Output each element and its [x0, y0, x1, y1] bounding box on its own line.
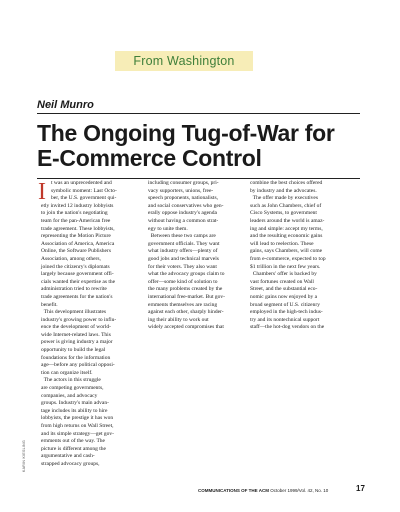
text-line: ing and simple: accept my terms,	[250, 225, 323, 232]
text-line: ernments themselves are racing	[148, 301, 218, 308]
title-line-1: The Ongoing Tug-of-War for	[37, 120, 335, 146]
text-line: cials wanted their expertise as the	[41, 278, 116, 285]
text-line: broad segment of U.S. citizenry	[250, 301, 320, 308]
body-column-2	[148, 180, 244, 332]
text-line: trade agreements for the nation's	[41, 293, 113, 300]
title-top-rule	[37, 113, 360, 114]
text-line: what the advocacy groups claim to	[148, 271, 225, 278]
text-line: government officials. They want	[148, 240, 220, 247]
text-line: $1 trillion in the next few years.	[250, 263, 321, 270]
text-line: Chambers' offer is backed by	[250, 271, 317, 278]
text-line: ernments out of the way. The	[41, 438, 105, 445]
text-line: wide Internet-related laws. This	[41, 331, 111, 338]
text-line: offer—some kind of solution to	[148, 278, 218, 285]
text-line: trade agreement. These lobbyists,	[41, 225, 115, 232]
text-line: joined the citizenry's diplomats	[41, 263, 110, 270]
text-line: combine the best choices offered	[250, 180, 323, 186]
text-line: will lead to reelection. These	[250, 240, 314, 247]
text-line: representing the Motion Picture	[41, 233, 111, 240]
text-line: The offer made by executives	[250, 195, 319, 202]
text-line: Between these two camps are	[148, 233, 216, 240]
issue-info: October 1999/Vol. 42, No. 10	[270, 488, 329, 493]
text-line: Cisco Systems, to government	[250, 210, 317, 217]
text-line: from e-commerce, expected to top	[250, 255, 326, 262]
text-line: Online, the Software Publishers	[41, 248, 111, 255]
text-line: tion can organize itself.	[41, 369, 93, 376]
text-line: for their voters. They also want	[148, 263, 217, 270]
column-name-banner	[115, 51, 253, 71]
text-line: to join the nation's negotiating	[41, 210, 108, 217]
text-line: Association, among others,	[41, 255, 101, 262]
text-line: from high returns on Wall Street,	[41, 423, 114, 429]
text-line: speech proponents, nationalists,	[148, 195, 218, 202]
text-line: nomic gains now enjoyed by a	[250, 293, 318, 300]
text-line: strapped advocacy groups,	[41, 460, 100, 467]
text-line: vacy supporters, unions, free-	[148, 187, 214, 194]
text-line: foundations for the information	[41, 354, 111, 361]
journal-name: COMMUNICATIONS OF THE ACM	[198, 488, 269, 493]
text-line: including consumer groups, pri-	[148, 180, 219, 186]
text-line: symbolic moment: Last Octo-	[51, 187, 117, 194]
text-line: try and its nontechnical support	[250, 316, 320, 323]
text-line: picture is different among the	[41, 445, 106, 452]
body-column-3	[250, 180, 346, 332]
page-number: 17	[356, 484, 365, 493]
text-line: age—before any political opposi-	[41, 362, 115, 369]
text-line: opportunity to build the legal	[41, 347, 106, 354]
text-line: gains, says Chambers, will come	[250, 248, 323, 255]
text-line: ence the development of world-	[41, 324, 111, 331]
text-line: good jobs and technical marvels	[148, 255, 219, 262]
text-line: companies, and advocacy	[41, 392, 98, 399]
text-line: staff—the hot-dog vendors on the	[250, 324, 325, 331]
text-line: lobbyists, the prestige it has won	[41, 415, 114, 422]
text-line: The actors in this struggle	[41, 377, 101, 384]
text-line: t was an unprecedented and	[51, 180, 112, 186]
body-column-1	[41, 180, 137, 469]
title-line-2: E-Commerce Control	[37, 145, 262, 171]
photo-credit: KARIN KIESLING	[22, 439, 26, 472]
text-line: vast fortunes created on Wall	[250, 278, 314, 285]
text-line: Street, and the substantial eco-	[250, 286, 318, 293]
article-title	[37, 121, 367, 171]
page-footer	[198, 488, 328, 493]
text-line: against each other, sharply hinder-	[148, 309, 224, 316]
title-bottom-rule	[37, 178, 360, 179]
text-line: by industry and the advocates.	[250, 187, 317, 194]
text-line: erally oppose industry's agenda	[148, 210, 217, 217]
column-name: From Washington	[133, 54, 235, 68]
text-line: widely accepted compromises that	[148, 324, 224, 331]
text-line: power is giving industry a major	[41, 339, 113, 346]
text-line: Association of America, America	[41, 240, 115, 247]
text-line: benefit.	[41, 301, 58, 308]
text-line: administration tried to rewrite	[41, 286, 107, 293]
text-line: international free-market. But gov-	[148, 293, 225, 300]
text-line: leaders around the world is amaz-	[250, 217, 325, 224]
text-line: ber, the U.S. government qui-	[51, 195, 117, 202]
text-line: egy to unite them.	[148, 225, 188, 232]
text-line: and social conservatives who gen-	[148, 202, 224, 209]
drop-cap: I	[38, 179, 46, 205]
text-line: team for the pan-American free	[41, 217, 111, 224]
text-line: employed in the high-tech indus-	[250, 309, 323, 316]
text-line: are competing governments,	[41, 385, 104, 392]
author-byline: Neil Munro	[37, 99, 94, 111]
text-line: such as John Chambers, chief of	[250, 202, 322, 209]
text-line: This development illustrates	[41, 309, 107, 316]
text-line: argumentative and cash-	[41, 453, 95, 460]
text-line: and its simple strategy—get gov-	[41, 430, 115, 437]
text-line: without having a common strat-	[148, 217, 219, 224]
text-line: the many problems created by the	[148, 286, 223, 293]
text-line: largely because government offi-	[41, 271, 114, 278]
text-line: tage includes its ability to hire	[41, 407, 108, 414]
text-line: industry's growing power to influ-	[41, 316, 117, 323]
text-line: groups. Industry's main advan-	[41, 400, 109, 407]
text-line: etly invited 12 industry lobbyists	[41, 202, 114, 209]
text-line: what industry offers—plenty of	[148, 248, 218, 255]
text-line: and the resulting economic gains	[250, 233, 323, 240]
text-line: ing their ability to work out	[148, 316, 209, 323]
